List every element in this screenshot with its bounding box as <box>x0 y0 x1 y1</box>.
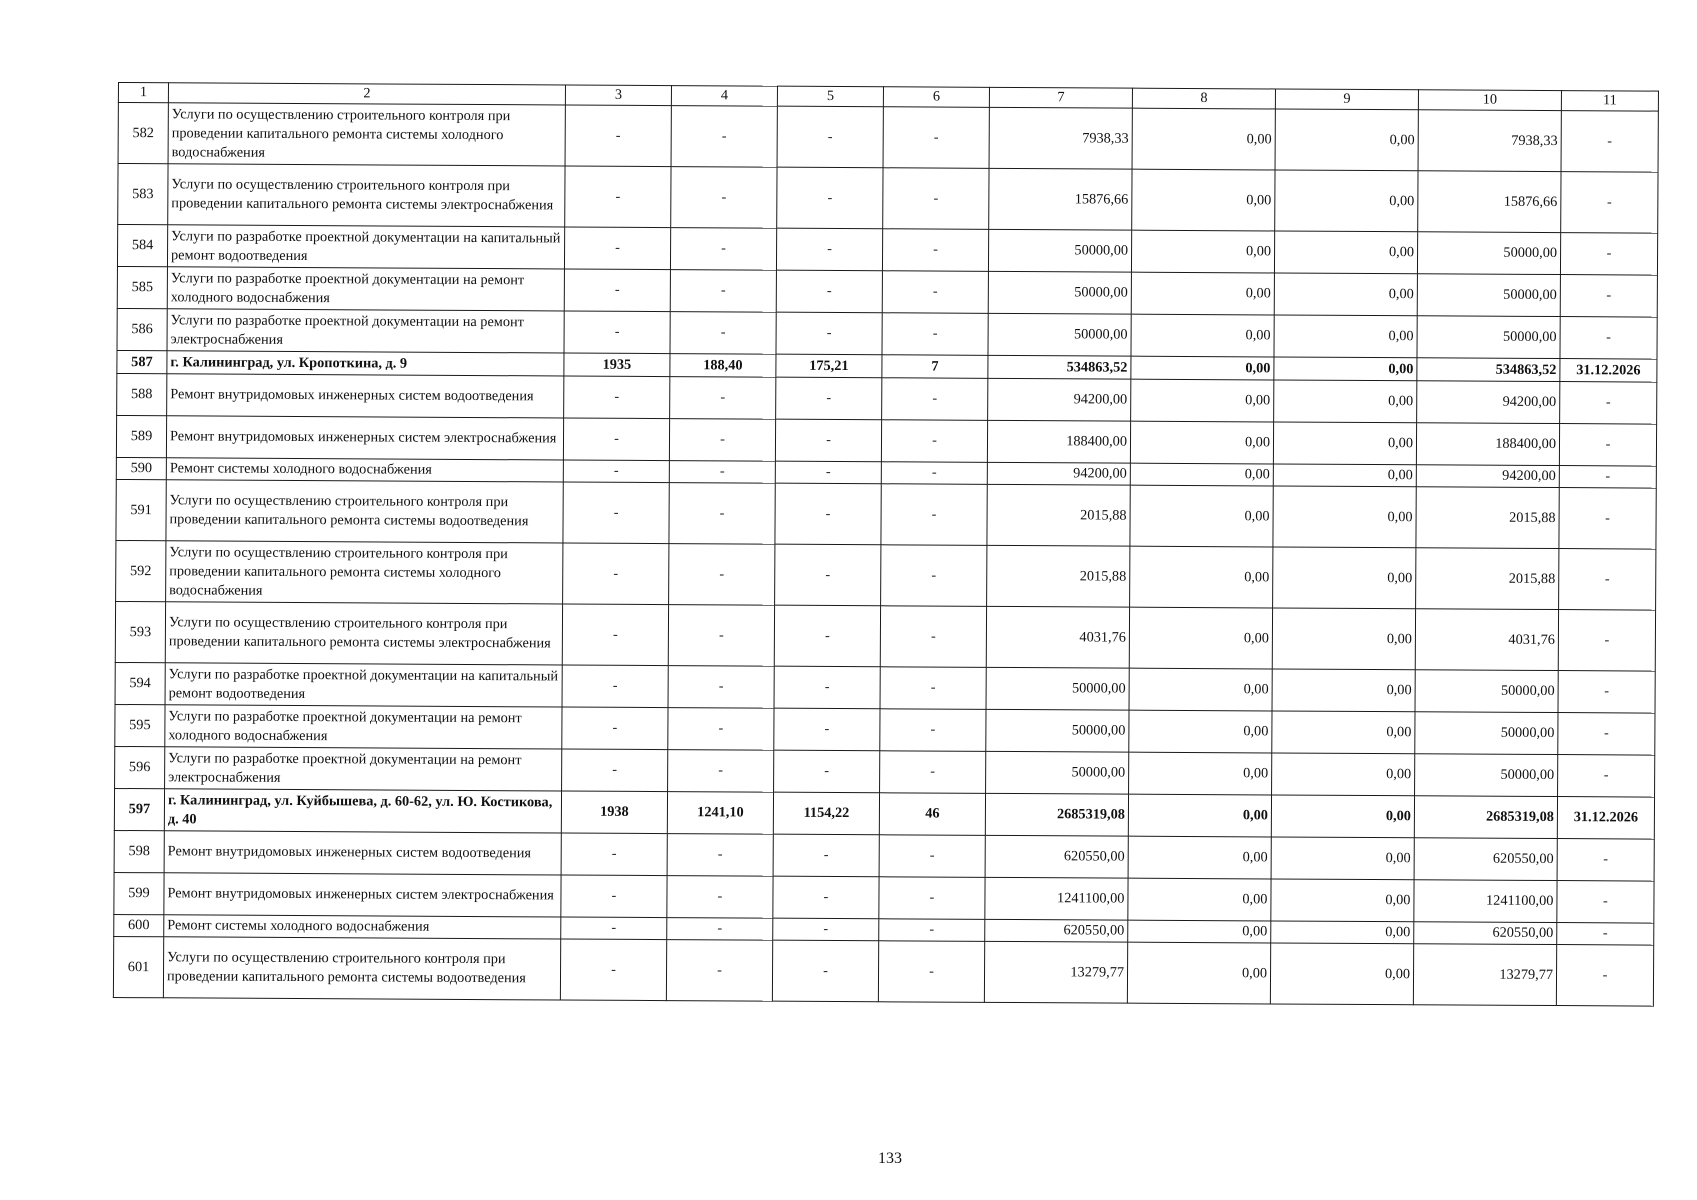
total-area-cell: - <box>667 918 773 941</box>
cost-col-10-cell: 94200,00 <box>1416 465 1559 488</box>
row-number-cell: 589 <box>116 415 166 457</box>
row-number-cell: 587 <box>117 350 167 373</box>
work-description-cell: Услуги по разработке проектной документации на капитальный ремонт водоотведения <box>167 225 564 269</box>
total-area-cell: - <box>669 461 775 484</box>
total-cost-cell: 1241100,00 <box>985 877 1128 920</box>
cost-col-10-cell: 50000,00 <box>1415 712 1558 755</box>
cost-col-9-cell: 0,00 <box>1272 711 1415 754</box>
year-built-cell: - <box>563 460 669 483</box>
cost-col-8-cell: 0,00 <box>1129 668 1272 711</box>
header-cell: 10 <box>1418 90 1561 111</box>
living-area-cell: - <box>773 918 879 941</box>
row-number-cell: 582 <box>118 103 168 164</box>
year-built-cell: - <box>564 227 670 270</box>
cost-col-10-cell: 94200,00 <box>1417 381 1560 424</box>
total-area-cell: - <box>667 876 773 919</box>
living-area-cell: - <box>775 419 881 462</box>
header-cell: 3 <box>565 85 671 106</box>
cost-col-9-cell: 0,00 <box>1271 795 1414 838</box>
cost-col-9-cell: 0,00 <box>1275 170 1418 232</box>
cost-col-10-cell: 1241100,00 <box>1414 880 1557 923</box>
cost-col-10-cell: 50000,00 <box>1417 316 1560 359</box>
living-area-cell: - <box>776 377 882 420</box>
year-built-cell: - <box>564 311 670 354</box>
cost-col-10-cell: 50000,00 <box>1415 670 1558 713</box>
cost-col-8-cell: 0,00 <box>1128 920 1271 943</box>
total-cost-cell: 7938,33 <box>989 107 1132 169</box>
cost-col-10-cell: 7938,33 <box>1418 110 1561 172</box>
residents-count-cell: - <box>882 229 988 272</box>
total-cost-cell: 15876,66 <box>989 168 1132 230</box>
work-description-cell: Услуги по осуществлению строительного контроля при проведении капитального ремонта системы холодного водоснабжения <box>166 541 563 604</box>
residents-count-cell: - <box>881 420 987 463</box>
cost-col-8-cell: 0,00 <box>1128 794 1271 837</box>
work-description-cell: Услуги по осуществлению строительного контроля при проведении капитального ремонта системы электроснабжения <box>165 602 562 665</box>
total-area-cell: - <box>669 483 775 545</box>
year-built-cell: - <box>564 269 670 312</box>
row-number-cell: 597 <box>114 788 164 830</box>
cost-col-9-cell: 0,00 <box>1272 669 1415 712</box>
cost-col-8-cell: 0,00 <box>1130 463 1273 486</box>
residents-count-cell: - <box>879 835 985 878</box>
total-area-cell: - <box>671 106 777 168</box>
completion-date-cell: 31.12.2026 <box>1557 797 1654 840</box>
header-cell: 9 <box>1275 89 1418 110</box>
cost-col-8-cell: 0,00 <box>1132 108 1275 170</box>
work-description-cell: Услуги по разработке проектной документации на капитальный ремонт водоотведения <box>165 663 562 707</box>
total-area-cell: - <box>670 228 776 271</box>
row-number-cell: 592 <box>116 540 166 601</box>
living-area-cell: 175,21 <box>776 354 882 378</box>
total-area-cell: - <box>667 834 773 877</box>
living-area-cell: - <box>774 605 880 667</box>
residents-count-cell: - <box>880 709 986 752</box>
living-area-cell: - <box>776 270 882 313</box>
cost-col-10-cell: 620550,00 <box>1414 838 1557 881</box>
completion-date-cell: - <box>1557 881 1654 924</box>
total-area-cell: - <box>669 419 775 462</box>
total-area-cell: - <box>670 312 776 355</box>
cost-col-10-cell: 2685319,08 <box>1414 796 1557 839</box>
work-description-cell: Услуги по разработке проектной документации на ремонт электроснабжения <box>167 309 564 353</box>
table-row <box>116 540 1656 610</box>
cost-col-9-cell: 0,00 <box>1273 464 1416 487</box>
row-number-cell: 599 <box>114 872 164 914</box>
total-cost-cell: 188400,00 <box>987 420 1130 463</box>
residents-count-cell: - <box>883 107 989 169</box>
completion-date-cell: 31.12.2026 <box>1560 359 1657 383</box>
cost-col-8-cell: 0,00 <box>1131 314 1274 357</box>
row-number-cell: 583 <box>118 164 168 225</box>
row-number-cell: 594 <box>115 662 165 704</box>
cost-col-10-cell: 2015,88 <box>1416 548 1559 610</box>
year-built-cell: - <box>560 939 666 1001</box>
year-built-cell: - <box>562 665 668 708</box>
work-description-cell: Ремонт внутридомовых инженерных систем водоотведения <box>164 831 561 875</box>
residents-count-cell: 7 <box>882 355 988 379</box>
residents-count-cell: - <box>881 462 987 485</box>
total-area-cell: - <box>668 708 774 751</box>
work-description-cell: Услуги по разработке проектной документации на ремонт холодного водоснабжения <box>167 267 564 311</box>
completion-date-cell: - <box>1560 233 1657 276</box>
living-area-cell: - <box>775 483 881 545</box>
total-cost-cell: 2015,88 <box>987 484 1130 546</box>
row-number-cell: 585 <box>117 266 167 308</box>
cost-col-8-cell: 0,00 <box>1131 356 1274 380</box>
cost-col-8-cell: 0,00 <box>1132 169 1275 231</box>
cost-col-8-cell: 0,00 <box>1129 607 1272 669</box>
work-description-cell: Услуги по осуществлению строительного контроля при проведении капитального ремонта системы водоотведения <box>166 480 563 543</box>
total-area-cell: - <box>670 270 776 313</box>
completion-date-cell: - <box>1559 466 1656 489</box>
residents-count-cell: - <box>880 751 986 794</box>
residents-count-cell: - <box>880 667 986 710</box>
table-row <box>116 479 1656 549</box>
residents-count-cell: - <box>879 877 985 920</box>
cost-col-9-cell: 0,00 <box>1274 231 1417 274</box>
work-description-cell: г. Калининград, ул. Куйбышева, д. 60-62, ул. Ю. Костикова, д. 40 <box>164 789 561 833</box>
completion-date-cell: - <box>1556 945 1653 1007</box>
cost-col-9-cell: 0,00 <box>1271 837 1414 880</box>
total-area-cell: - <box>669 544 775 606</box>
cost-col-10-cell: 50000,00 <box>1417 232 1560 275</box>
cost-col-8-cell: 0,00 <box>1130 421 1273 464</box>
table-row <box>113 936 1653 1006</box>
work-description-cell: г. Калининград, ул. Кропоткина, д. 9 <box>167 351 564 376</box>
cost-col-10-cell: 50000,00 <box>1417 274 1560 317</box>
completion-date-cell: - <box>1560 317 1657 360</box>
header-cell: 11 <box>1561 91 1658 112</box>
completion-date-cell: - <box>1558 610 1655 672</box>
year-built-cell: - <box>563 482 669 544</box>
work-description-cell: Услуги по осуществлению строительного контроля при проведении капитального ремонта системы холодного водоснабжения <box>168 103 565 166</box>
cost-col-9-cell: 0,00 <box>1274 380 1417 423</box>
living-area-cell: - <box>776 228 882 271</box>
row-number-cell: 593 <box>115 601 165 662</box>
total-cost-cell: 620550,00 <box>985 919 1128 942</box>
page-number: 133 <box>878 1150 902 1167</box>
total-area-cell: - <box>671 167 777 229</box>
living-area-cell: - <box>772 940 878 1002</box>
residents-count-cell: 46 <box>879 793 985 836</box>
cost-col-9-cell: 0,00 <box>1273 422 1416 465</box>
cost-col-10-cell: 2015,88 <box>1416 487 1559 549</box>
living-area-cell: - <box>776 312 882 355</box>
year-built-cell: - <box>562 707 668 750</box>
completion-date-cell: - <box>1557 923 1654 946</box>
cost-col-10-cell: 4031,76 <box>1415 609 1558 671</box>
year-built-cell: - <box>561 917 667 940</box>
header-cell: 2 <box>168 83 565 105</box>
work-description-cell: Ремонт внутридомовых инженерных систем водоотведения <box>167 374 564 418</box>
header-cell: 4 <box>671 86 777 107</box>
row-number-cell: 590 <box>116 457 166 479</box>
cost-col-9-cell: 0,00 <box>1275 109 1418 171</box>
cost-col-8-cell: 0,00 <box>1131 379 1274 422</box>
cost-col-8-cell: 0,00 <box>1128 836 1271 879</box>
total-cost-cell: 94200,00 <box>988 378 1131 421</box>
residents-count-cell: - <box>881 484 987 546</box>
cost-col-8-cell: 0,00 <box>1129 710 1272 753</box>
header-cell: 6 <box>883 87 989 108</box>
total-cost-cell: 2015,88 <box>987 545 1130 607</box>
cost-col-8-cell: 0,00 <box>1131 272 1274 315</box>
total-cost-cell: 2685319,08 <box>985 793 1128 836</box>
year-built-cell: - <box>563 543 669 605</box>
total-area-cell: - <box>670 377 776 420</box>
header-cell: 1 <box>118 83 168 103</box>
completion-date-cell: - <box>1560 275 1657 318</box>
year-built-cell: - <box>562 749 668 792</box>
residents-count-cell: - <box>879 919 985 942</box>
cost-col-9-cell: 0,00 <box>1274 273 1417 316</box>
cost-col-10-cell: 620550,00 <box>1414 922 1557 945</box>
total-area-cell: - <box>666 940 772 1002</box>
residents-count-cell: - <box>881 545 987 607</box>
year-built-cell: - <box>563 418 669 461</box>
total-cost-cell: 50000,00 <box>986 751 1129 794</box>
work-description-cell: Ремонт системы холодного водоснабжения <box>166 458 563 482</box>
residents-count-cell: - <box>882 313 988 356</box>
cost-col-10-cell: 188400,00 <box>1416 423 1559 466</box>
total-cost-cell: 4031,76 <box>986 606 1129 668</box>
living-area-cell: - <box>774 750 880 793</box>
total-area-cell: - <box>668 750 774 793</box>
cost-col-10-cell: 50000,00 <box>1415 754 1558 797</box>
work-description-cell: Ремонт системы холодного водоснабжения <box>164 915 561 939</box>
cost-col-9-cell: 0,00 <box>1273 547 1416 609</box>
year-built-cell: - <box>562 604 668 666</box>
row-number-cell: 586 <box>117 308 167 350</box>
row-number-cell: 600 <box>114 914 164 936</box>
year-built-cell: - <box>561 833 667 876</box>
completion-date-cell: - <box>1559 488 1656 550</box>
cost-col-8-cell: 0,00 <box>1127 942 1270 1004</box>
completion-date-cell: - <box>1558 755 1655 798</box>
total-cost-cell: 94200,00 <box>987 462 1130 485</box>
cost-col-9-cell: 0,00 <box>1271 921 1414 944</box>
total-area-cell: 188,40 <box>670 354 776 378</box>
total-area-cell: 1241,10 <box>667 792 773 835</box>
row-number-cell: 598 <box>114 830 164 872</box>
row-number-cell: 601 <box>113 936 163 997</box>
work-description-cell: Услуги по разработке проектной документации на ремонт холодного водоснабжения <box>165 705 562 749</box>
total-cost-cell: 50000,00 <box>988 271 1131 314</box>
residents-count-cell: - <box>880 606 986 668</box>
completion-date-cell: - <box>1558 713 1655 756</box>
row-number-cell: 584 <box>117 225 167 267</box>
completion-date-cell: - <box>1559 424 1656 467</box>
total-area-cell: - <box>668 666 774 709</box>
cost-col-9-cell: 0,00 <box>1270 943 1413 1005</box>
cost-col-8-cell: 0,00 <box>1129 752 1272 795</box>
total-cost-cell: 534863,52 <box>988 355 1131 379</box>
cost-col-10-cell: 15876,66 <box>1418 171 1561 233</box>
total-cost-cell: 50000,00 <box>986 667 1129 710</box>
total-cost-cell: 50000,00 <box>988 229 1131 272</box>
year-built-cell: - <box>561 875 667 918</box>
year-built-cell: - <box>565 166 671 228</box>
row-number-cell: 588 <box>117 373 167 415</box>
residents-count-cell: - <box>878 941 984 1003</box>
cost-col-8-cell: 0,00 <box>1128 878 1271 921</box>
cost-col-9-cell: 0,00 <box>1272 753 1415 796</box>
completion-date-cell: - <box>1557 839 1654 882</box>
residents-count-cell: - <box>882 378 988 421</box>
cost-col-8-cell: 0,00 <box>1130 546 1273 608</box>
completion-date-cell: - <box>1559 549 1656 611</box>
work-description-cell: Ремонт внутридомовых инженерных систем электроснабжения <box>164 873 561 917</box>
total-cost-cell: 620550,00 <box>985 835 1128 878</box>
living-area-cell: 1154,22 <box>773 792 879 835</box>
row-number-cell: 596 <box>115 746 165 788</box>
living-area-cell: - <box>775 461 881 484</box>
year-built-cell: 1935 <box>564 353 670 377</box>
year-built-cell: 1938 <box>561 791 667 834</box>
total-cost-cell: 50000,00 <box>986 709 1129 752</box>
header-cell: 7 <box>989 87 1132 108</box>
table-row <box>118 103 1658 173</box>
cost-col-9-cell: 0,00 <box>1274 357 1417 381</box>
residents-count-cell: - <box>883 168 989 230</box>
cost-col-8-cell: 0,00 <box>1130 485 1273 547</box>
cost-col-9-cell: 0,00 <box>1273 486 1416 548</box>
capital-repair-table <box>113 82 1659 1007</box>
cost-col-9-cell: 0,00 <box>1274 315 1417 358</box>
living-area-cell: - <box>775 544 881 606</box>
living-area-cell: - <box>774 666 880 709</box>
completion-date-cell: - <box>1561 172 1658 234</box>
total-cost-cell: 50000,00 <box>988 313 1131 356</box>
row-number-cell: 595 <box>115 704 165 746</box>
cost-col-10-cell: 534863,52 <box>1417 358 1560 382</box>
year-built-cell: - <box>564 376 670 419</box>
table-row <box>118 164 1658 234</box>
living-area-cell: - <box>773 834 879 877</box>
cost-col-10-cell: 13279,77 <box>1413 944 1556 1006</box>
work-description-cell: Услуги по разработке проектной документации на ремонт электроснабжения <box>165 747 562 791</box>
living-area-cell: - <box>777 106 883 168</box>
completion-date-cell: - <box>1558 671 1655 714</box>
year-built-cell: - <box>565 105 671 167</box>
living-area-cell: - <box>774 708 880 751</box>
table-row <box>115 601 1655 671</box>
total-area-cell: - <box>668 605 774 667</box>
cost-col-8-cell: 0,00 <box>1131 230 1274 273</box>
cost-col-9-cell: 0,00 <box>1272 608 1415 670</box>
row-number-cell: 591 <box>116 479 166 540</box>
completion-date-cell: - <box>1561 111 1658 173</box>
work-description-cell: Ремонт внутридомовых инженерных систем электроснабжения <box>166 416 563 460</box>
cost-col-9-cell: 0,00 <box>1271 879 1414 922</box>
residents-count-cell: - <box>882 271 988 314</box>
living-area-cell: - <box>777 167 883 229</box>
header-cell: 5 <box>777 86 883 107</box>
living-area-cell: - <box>773 876 879 919</box>
header-cell: 8 <box>1132 88 1275 109</box>
total-cost-cell: 13279,77 <box>984 941 1127 1003</box>
work-description-cell: Услуги по осуществлению строительного контроля при проведении капитального ремонта системы водоотведения <box>163 937 560 1000</box>
work-description-cell: Услуги по осуществлению строительного контроля при проведении капитального ремонта системы электроснабжения <box>168 164 565 227</box>
completion-date-cell: - <box>1560 382 1657 425</box>
